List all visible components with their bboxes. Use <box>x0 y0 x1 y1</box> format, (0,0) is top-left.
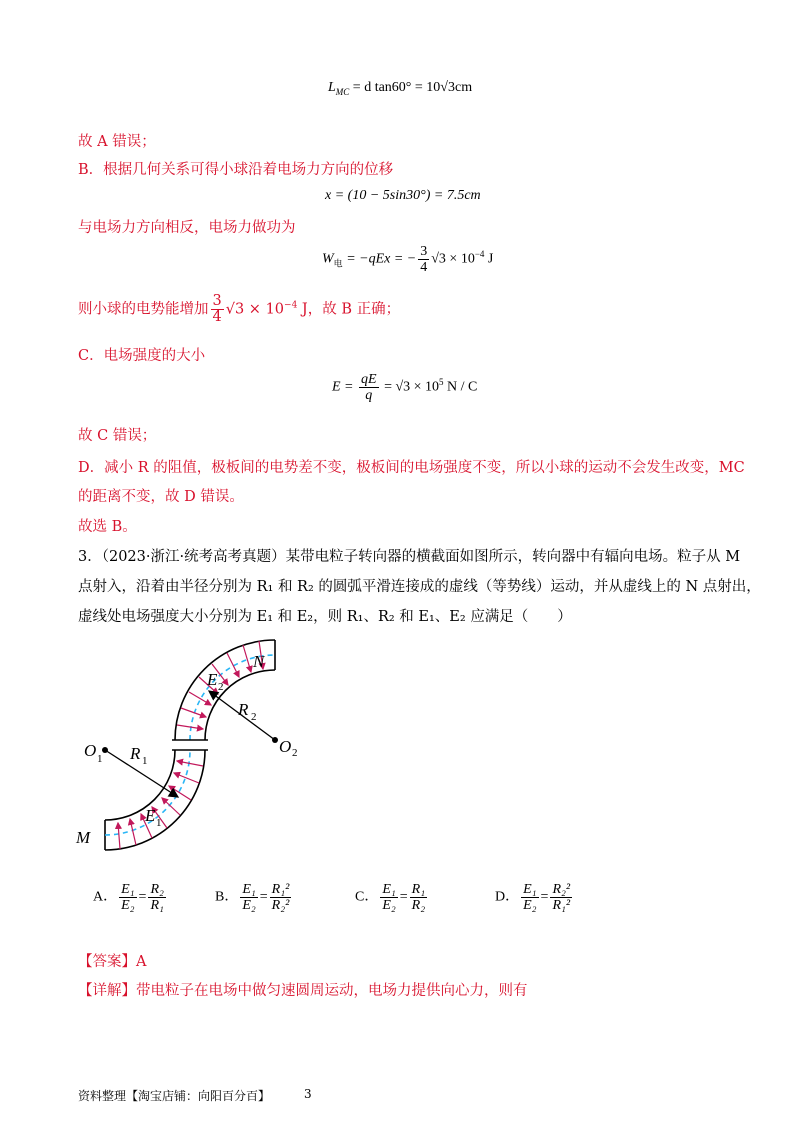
option-a-rden: R₁ <box>150 898 164 913</box>
footer-source: 资料整理【淘宝店铺：向阳百分百】 <box>78 1089 271 1103</box>
eq-w-unit: J <box>484 251 494 267</box>
option-c-lnum: E₁ <box>382 882 396 897</box>
label-e2: E <box>207 670 218 689</box>
text-choose-b: 故选 B。 <box>78 519 137 535</box>
eq-sub: MC <box>335 86 350 97</box>
label-r1: R <box>130 744 141 763</box>
eq-rhs: = d tan60° = 10√3cm <box>349 80 473 95</box>
center-o2-dot <box>272 737 278 743</box>
eq-e-den: q <box>365 388 373 403</box>
option-d-lnum: E₁ <box>523 882 537 897</box>
detail-text: 带电粒子在电场中做匀速圆周运动，电场力提供向心力，则有 <box>136 983 528 999</box>
label-o1: O <box>84 741 97 760</box>
option-c-lden: E₂ <box>382 898 396 913</box>
potential-num: 3 <box>212 293 222 309</box>
eq-w-sub: 电 <box>333 258 343 269</box>
option-d-rden: R₁² <box>552 898 571 913</box>
option-b: B． $\frac{\text{E₁}}{\text{E₂}}$ = $\frac{\text{R₁²}}{\text{R₂²}}$ <box>215 882 290 913</box>
option-a: A． $\frac{\text{E₁}}{\text{E₂}}$ = $\frac{\text{R₂}}{\text{R₁}}$ <box>93 882 164 913</box>
option-a-lden: E₂ <box>121 898 135 913</box>
deflector-diagram <box>70 635 360 865</box>
label-n: N <box>253 652 265 671</box>
option-d-letter: D． <box>495 889 520 905</box>
eq-e-exp: 5 <box>439 377 444 388</box>
detail-tag: 【详解】 <box>78 983 136 999</box>
option-c-rnum: R₁ <box>411 882 426 897</box>
text-c-wrong: 故 C 错误； <box>78 428 157 444</box>
text-option-d-line2: 的距离不变，故 D 错误。 <box>78 489 244 505</box>
text-option-d-line1: D．减小 R 的阻值，极板间的电势差不变，极板间的电场强度不变，所以小球的运动不会发生改变，MC <box>78 460 745 476</box>
option-b-lnum: E₁ <box>242 882 256 897</box>
label-r2-sub: 2 <box>251 711 257 723</box>
eq-w-den: 4 <box>420 260 428 275</box>
label-o1-sub: 1 <box>97 753 103 765</box>
equation-lmc <box>328 80 472 97</box>
label-r2: R <box>238 700 249 719</box>
option-d: D． $\frac{\text{E₁}}{\text{E₂}}$ = $\frac{\text{R₂²}}{\text{R₁²}}$ <box>495 882 571 913</box>
eq-e-unit: N / C <box>443 379 478 395</box>
option-c: C． $\frac{\text{E₁}}{\text{E₂}}$ = $\frac{\text{R₁}}{\text{R₂}}$ <box>355 882 426 913</box>
question3-line2: 点射入，沿着由半径分别为 R₁ 和 R₂ 的圆弧平滑连接成的虚线（等势线）运动，并从虚线上的 N 点射出， <box>78 579 761 595</box>
detail-line <box>78 981 528 1001</box>
eq-e-num: qE <box>361 372 377 387</box>
potential-tail: √3 × 10 <box>225 301 285 318</box>
eq-e-rhs: = √3 × 10 <box>380 379 440 395</box>
question3-line3: 虚线处电场强度大小分别为 E₁ 和 E₂，则 R₁、R₂ 和 E₁、E₂ 应满足（ ） <box>78 609 572 625</box>
option-b-letter: B． <box>215 889 239 905</box>
potential-den: 4 <box>212 309 222 325</box>
label-e2-sub: 2 <box>218 681 224 693</box>
equation-e <box>332 372 477 403</box>
eq-lhs: L <box>328 80 336 95</box>
label-e1: E <box>145 806 156 825</box>
option-c-rden: R₂ <box>411 898 426 913</box>
option-a-lnum: E₁ <box>121 882 135 897</box>
text-potential-energy <box>78 294 400 325</box>
option-a-letter: A． <box>93 889 118 905</box>
text-opposite: 与电场力方向相反，电场力做功为 <box>78 220 296 236</box>
option-b-lden: E₂ <box>242 898 256 913</box>
option-b-rnum: R₁² <box>271 882 290 897</box>
text-option-b: B．根据几何关系可得小球沿着电场力方向的位移 <box>78 162 394 178</box>
center-o1-dot <box>102 747 108 753</box>
eq-w-mid: = −qEx = − <box>342 251 417 267</box>
option-d-lden: E₂ <box>523 898 537 913</box>
label-o2-sub: 2 <box>292 747 298 759</box>
equation-x: x = (10 − 5sin30°) = 7.5cm <box>325 188 481 203</box>
label-r1-sub: 1 <box>142 755 148 767</box>
eq-w-lhs: W <box>322 251 334 267</box>
eq-e-frac <box>359 372 379 403</box>
eq-w-exp: −4 <box>474 249 485 260</box>
label-m: M <box>76 828 91 847</box>
potential-pre: 则小球的电势能增加 <box>78 301 209 318</box>
potential-frac <box>211 294 224 325</box>
option-b-rden: R₂² <box>271 898 290 913</box>
text-a-wrong: 故 A 错误； <box>78 134 156 150</box>
equation-w <box>322 244 493 275</box>
eq-w-tail: √3 × 10 <box>431 251 475 267</box>
page-number: 3 <box>304 1087 312 1101</box>
potential-exp: −4 <box>284 300 298 311</box>
eq-w-num: 3 <box>420 244 428 259</box>
potential-unit: J，故 B 正确； <box>297 301 401 318</box>
label-o2: O <box>279 737 292 756</box>
option-d-rnum: R₂² <box>552 882 571 897</box>
label-e1-sub: 1 <box>156 817 162 829</box>
text-option-c: C．电场强度的大小 <box>78 348 206 364</box>
question3-line1: 3．（2023·浙江·统考高考真题）某带电粒子转向器的横截面如图所示，转向器中有辐向电场。粒子从 M <box>78 549 741 565</box>
option-a-rnum: R₂ <box>150 882 164 897</box>
answer-label: 【答案】A <box>78 954 147 970</box>
option-c-letter: C． <box>355 889 379 905</box>
lower-field-lines <box>118 761 203 849</box>
eq-w-frac <box>418 244 429 275</box>
eq-e-lhs: E = <box>332 379 357 395</box>
